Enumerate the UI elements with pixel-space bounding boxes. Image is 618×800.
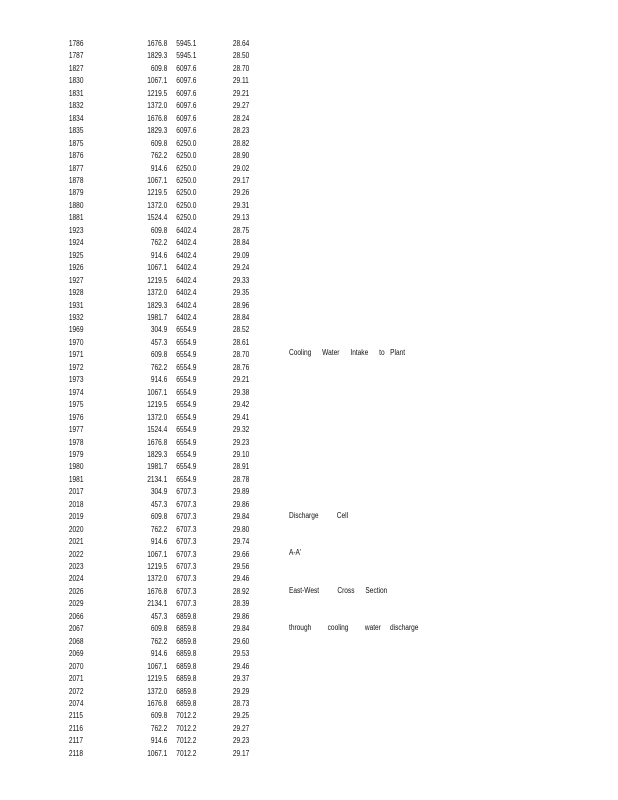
- value-cell: 29.09: [232, 250, 250, 260]
- station-cell: 7012.2: [176, 736, 197, 746]
- value-cell: 29.29: [232, 686, 250, 696]
- distance-cell: 914.6: [150, 163, 168, 173]
- station-cell: 6554.9: [176, 400, 197, 410]
- station-cell: 6859.8: [176, 624, 197, 634]
- value-cell: 29.86: [232, 499, 250, 509]
- distance-cell: 1219.5: [147, 674, 168, 684]
- table-row: [0, 387, 507, 399]
- station-cell: 5945.1: [176, 39, 197, 48]
- station-cell: 7012.2: [176, 723, 197, 733]
- distance-cell: 1676.8: [147, 586, 168, 596]
- table-row: [0, 524, 507, 536]
- station-cell: 6859.8: [176, 686, 197, 696]
- value-cell: 29.84: [232, 512, 250, 522]
- station-cell: 6554.9: [176, 474, 197, 484]
- table-row: [0, 200, 507, 212]
- distance-cell: 1829.3: [147, 126, 168, 136]
- table-row: [0, 511, 507, 523]
- distance-cell: 609.8: [150, 350, 168, 360]
- id-cell: 2074: [68, 699, 84, 709]
- table-row: [0, 723, 507, 735]
- value-cell: 28.84: [232, 238, 250, 248]
- value-cell: 29.24: [232, 263, 250, 273]
- distance-cell: 1067.1: [147, 549, 168, 559]
- value-cell: 29.25: [232, 711, 250, 721]
- distance-cell: 609.8: [150, 63, 168, 73]
- station-cell: 6554.9: [176, 412, 197, 422]
- table-row: [0, 735, 507, 747]
- station-cell: 6707.3: [176, 499, 197, 509]
- distance-cell: 1372.0: [147, 412, 168, 422]
- table-row: [0, 113, 507, 125]
- id-cell: 2021: [68, 537, 84, 547]
- value-cell: 28.91: [232, 462, 250, 472]
- table-row: [0, 100, 507, 112]
- id-cell: 2066: [68, 611, 84, 621]
- station-cell: 6250.0: [176, 213, 197, 223]
- station-cell: 6097.6: [176, 88, 197, 98]
- value-cell: 29.02: [232, 163, 250, 173]
- table-row: [0, 449, 507, 461]
- table-row: [0, 138, 507, 150]
- id-cell: 2023: [68, 562, 84, 572]
- value-cell: 29.37: [232, 674, 250, 684]
- id-cell: 1876: [68, 151, 84, 161]
- table-row: [0, 88, 507, 100]
- id-cell: 1981: [68, 474, 84, 484]
- id-cell: 1834: [68, 113, 84, 123]
- distance-cell: 762.2: [150, 524, 168, 534]
- value-cell: 29.84: [232, 624, 250, 634]
- distance-cell: 1372.0: [147, 200, 168, 210]
- value-cell: 29.38: [232, 387, 250, 397]
- id-cell: 2115: [68, 711, 83, 721]
- station-cell: 6097.6: [176, 113, 197, 123]
- table-row: [0, 686, 507, 698]
- station-cell: 6402.4: [176, 250, 197, 260]
- table-row: [0, 698, 507, 710]
- value-cell: 28.76: [232, 362, 250, 372]
- value-cell: 28.70: [232, 63, 250, 73]
- station-cell: 6707.3: [176, 537, 197, 547]
- id-cell: 1831: [68, 88, 84, 98]
- id-cell: 1832: [68, 101, 84, 111]
- id-cell: 1924: [68, 238, 84, 248]
- value-cell: 29.13: [232, 213, 250, 223]
- table-row: [0, 324, 507, 336]
- value-cell: 29.66: [232, 549, 250, 559]
- table-row: [0, 673, 507, 685]
- table-row: [0, 175, 507, 187]
- discharge-note-line: A-A': [289, 548, 302, 558]
- id-cell: 1980: [68, 462, 84, 472]
- value-cell: 28.84: [232, 312, 250, 322]
- table-row: [0, 710, 507, 722]
- table-row: [0, 623, 507, 635]
- value-cell: 29.86: [232, 611, 250, 621]
- id-cell: 1927: [68, 275, 84, 285]
- id-cell: 2022: [68, 549, 84, 559]
- station-cell: 6554.9: [176, 375, 197, 385]
- id-cell: 1877: [68, 163, 84, 173]
- station-cell: 7012.2: [176, 711, 197, 721]
- station-cell: 6859.8: [176, 611, 197, 621]
- value-cell: 28.73: [232, 699, 250, 709]
- value-cell: 29.53: [232, 649, 250, 659]
- value-cell: 29.27: [232, 101, 250, 111]
- table-row: [0, 225, 507, 237]
- distance-cell: 1829.3: [147, 300, 168, 310]
- station-cell: 6554.9: [176, 387, 197, 397]
- distance-cell: 457.3: [150, 499, 168, 509]
- table-row: [0, 636, 507, 648]
- distance-cell: 609.8: [150, 624, 168, 634]
- id-cell: 2019: [68, 512, 84, 522]
- value-cell: 29.26: [232, 188, 250, 198]
- value-cell: 29.17: [232, 748, 250, 758]
- id-cell: 1979: [68, 449, 84, 459]
- value-cell: 29.23: [232, 736, 250, 746]
- distance-cell: 609.8: [150, 225, 168, 235]
- station-cell: 6097.6: [176, 76, 197, 86]
- station-cell: 6859.8: [176, 674, 197, 684]
- station-cell: 6250.0: [176, 138, 197, 148]
- table-row: [0, 262, 507, 274]
- value-cell: 29.46: [232, 661, 250, 671]
- id-cell: 1923: [68, 225, 84, 235]
- table-row: [0, 661, 507, 673]
- table-row: [0, 549, 507, 561]
- id-cell: 2017: [68, 487, 84, 497]
- distance-cell: 762.2: [150, 723, 168, 733]
- id-cell: 1879: [68, 188, 84, 198]
- table-row: [0, 573, 507, 585]
- station-cell: 6250.0: [176, 188, 197, 198]
- station-cell: 6859.8: [176, 636, 197, 646]
- table-row: [0, 212, 507, 224]
- distance-cell: 1067.1: [147, 263, 168, 273]
- value-cell: 29.10: [232, 449, 250, 459]
- id-cell: 1827: [68, 63, 84, 73]
- value-cell: 29.17: [232, 175, 250, 185]
- distance-cell: 304.9: [150, 325, 168, 335]
- distance-cell: 762.2: [150, 636, 168, 646]
- station-cell: 6554.9: [176, 362, 197, 372]
- distance-cell: 2134.1: [147, 599, 168, 609]
- value-cell: 29.21: [232, 375, 250, 385]
- id-cell: 2070: [68, 661, 84, 671]
- discharge-note-line: Discharge Cell: [289, 510, 349, 520]
- value-cell: 29.35: [232, 288, 250, 298]
- table-row: [0, 412, 507, 424]
- distance-cell: 1219.5: [147, 188, 168, 198]
- distance-cell: 1524.4: [147, 425, 168, 435]
- station-cell: 6250.0: [176, 163, 197, 173]
- id-cell: 2029: [68, 599, 84, 609]
- id-cell: 1875: [68, 138, 84, 148]
- station-cell: 6402.4: [176, 275, 197, 285]
- station-cell: 6250.0: [176, 175, 197, 185]
- value-cell: 29.42: [232, 400, 250, 410]
- table-row: [0, 63, 507, 75]
- table-row: [0, 748, 507, 760]
- distance-cell: 914.6: [150, 250, 168, 260]
- intake-note-text: Cooling Water Intake to Plant: [289, 347, 406, 357]
- station-cell: 6859.8: [176, 699, 197, 709]
- value-cell: 29.89: [232, 487, 250, 497]
- table-row: [0, 499, 507, 511]
- value-cell: 29.46: [232, 574, 250, 584]
- value-cell: 28.39: [232, 599, 250, 609]
- table-row: [0, 50, 507, 62]
- table-row: [0, 312, 507, 324]
- id-cell: 1976: [68, 412, 84, 422]
- distance-cell: 1067.1: [147, 748, 168, 758]
- distance-cell: 1676.8: [147, 699, 168, 709]
- distance-cell: 762.2: [150, 238, 168, 248]
- distance-cell: 1829.3: [147, 51, 168, 61]
- distance-cell: 1981.7: [147, 312, 168, 322]
- distance-cell: 1219.5: [147, 88, 168, 98]
- value-cell: 28.64: [232, 39, 250, 48]
- table-row: [0, 275, 507, 287]
- station-cell: 6402.4: [176, 238, 197, 248]
- station-cell: 6554.9: [176, 437, 197, 447]
- id-cell: 2018: [68, 499, 84, 509]
- distance-cell: 609.8: [150, 512, 168, 522]
- value-cell: 29.80: [232, 524, 250, 534]
- value-cell: 29.11: [232, 76, 249, 86]
- distance-cell: 1676.8: [147, 437, 168, 447]
- value-cell: 28.75: [232, 225, 250, 235]
- table-row: [0, 561, 507, 573]
- id-cell: 1830: [68, 76, 84, 86]
- table-row: [0, 474, 507, 486]
- distance-cell: 762.2: [150, 362, 168, 372]
- value-cell: 28.96: [232, 300, 250, 310]
- id-cell: 1978: [68, 437, 84, 447]
- distance-cell: 457.3: [150, 337, 168, 347]
- station-cell: 6554.9: [176, 425, 197, 435]
- station-cell: 6554.9: [176, 462, 197, 472]
- table-row: [0, 362, 507, 374]
- distance-cell: 304.9: [150, 487, 168, 497]
- value-cell: 28.52: [232, 325, 250, 335]
- id-cell: 1972: [68, 362, 84, 372]
- table-row: [0, 150, 507, 162]
- value-cell: 28.24: [232, 113, 250, 123]
- station-cell: 6859.8: [176, 661, 197, 671]
- distance-cell: 1219.5: [147, 562, 168, 572]
- value-cell: 29.41: [232, 412, 250, 422]
- table-row: [0, 399, 507, 411]
- discharge-note: [289, 485, 418, 647]
- distance-cell: 1676.8: [147, 113, 168, 123]
- distance-cell: 762.2: [150, 151, 168, 161]
- station-cell: 6402.4: [176, 263, 197, 273]
- station-cell: 6554.9: [176, 337, 197, 347]
- table-row: [0, 486, 507, 498]
- distance-cell: 457.3: [150, 611, 168, 621]
- distance-cell: 1067.1: [147, 661, 168, 671]
- distance-cell: 914.6: [150, 375, 168, 385]
- distance-cell: 1676.8: [147, 39, 168, 48]
- station-cell: 6859.8: [176, 649, 197, 659]
- value-cell: 29.74: [232, 537, 250, 547]
- value-cell: 28.70: [232, 350, 250, 360]
- station-cell: 6707.3: [176, 599, 197, 609]
- distance-cell: 1372.0: [147, 101, 168, 111]
- station-cell: 6707.3: [176, 574, 197, 584]
- id-cell: 1969: [68, 325, 84, 335]
- distance-cell: 1829.3: [147, 449, 168, 459]
- id-cell: 1977: [68, 425, 84, 435]
- id-cell: 1926: [68, 263, 84, 273]
- id-cell: 2026: [68, 586, 84, 596]
- table-row: [0, 424, 507, 436]
- distance-cell: 1372.0: [147, 686, 168, 696]
- data-table: [0, 38, 618, 760]
- distance-cell: 1372.0: [147, 288, 168, 298]
- value-cell: 28.50: [232, 51, 250, 61]
- station-cell: 6402.4: [176, 288, 197, 298]
- value-cell: 29.56: [232, 562, 250, 572]
- station-cell: 6097.6: [176, 101, 197, 111]
- station-cell: 6707.3: [176, 586, 197, 596]
- id-cell: 2072: [68, 686, 84, 696]
- id-cell: 1932: [68, 312, 84, 322]
- id-cell: 1973: [68, 375, 84, 385]
- value-cell: 28.92: [232, 586, 250, 596]
- distance-cell: 1219.5: [147, 275, 168, 285]
- id-cell: 2071: [68, 674, 84, 684]
- id-cell: 1881: [68, 213, 84, 223]
- id-cell: 2069: [68, 649, 84, 659]
- station-cell: 6402.4: [176, 300, 197, 310]
- table-row: [0, 75, 507, 87]
- distance-cell: 914.6: [150, 537, 168, 547]
- station-cell: 6554.9: [176, 325, 197, 335]
- station-cell: 6707.3: [176, 512, 197, 522]
- table-row: [0, 374, 507, 386]
- id-cell: 1835: [68, 126, 84, 136]
- distance-cell: 2134.1: [147, 474, 168, 484]
- station-cell: 6402.4: [176, 225, 197, 235]
- value-cell: 28.23: [232, 126, 250, 136]
- table-row: [0, 237, 507, 249]
- distance-cell: 1981.7: [147, 462, 168, 472]
- station-cell: 7012.2: [176, 748, 197, 758]
- distance-cell: 914.6: [150, 649, 168, 659]
- id-cell: 2116: [68, 723, 83, 733]
- id-cell: 1974: [68, 387, 84, 397]
- id-cell: 2067: [68, 624, 84, 634]
- table-row: [0, 163, 507, 175]
- id-cell: 1878: [68, 175, 84, 185]
- distance-cell: 1524.4: [147, 213, 168, 223]
- id-cell: 1786: [68, 39, 84, 48]
- discharge-note-line: through cooling water discharge: [289, 622, 419, 632]
- table-row: [0, 287, 507, 299]
- value-cell: 29.32: [232, 425, 250, 435]
- distance-cell: 609.8: [150, 138, 168, 148]
- station-cell: 6250.0: [176, 200, 197, 210]
- table-row: [0, 598, 507, 610]
- id-cell: 2024: [68, 574, 84, 584]
- station-cell: 6707.3: [176, 562, 197, 572]
- distance-cell: 914.6: [150, 736, 168, 746]
- id-cell: 1975: [68, 400, 84, 410]
- id-cell: 1787: [68, 51, 84, 61]
- station-cell: 6097.6: [176, 63, 197, 73]
- station-cell: 6707.3: [176, 549, 197, 559]
- table-row: [0, 611, 507, 623]
- station-cell: 6554.9: [176, 449, 197, 459]
- station-cell: 6707.3: [176, 487, 197, 497]
- id-cell: 1970: [68, 337, 84, 347]
- id-cell: 2118: [68, 748, 83, 758]
- table-row: [0, 536, 507, 548]
- distance-cell: 609.8: [150, 711, 168, 721]
- id-cell: 1880: [68, 200, 84, 210]
- station-cell: 6707.3: [176, 524, 197, 534]
- value-cell: 28.78: [232, 474, 250, 484]
- id-cell: 2020: [68, 524, 84, 534]
- table-row: [0, 586, 507, 598]
- value-cell: 29.60: [232, 636, 250, 646]
- id-cell: 1971: [68, 350, 84, 360]
- table-row: [0, 187, 507, 199]
- value-cell: 28.61: [232, 337, 250, 347]
- distance-cell: 1219.5: [147, 400, 168, 410]
- value-cell: 29.33: [232, 275, 250, 285]
- value-cell: 29.31: [232, 200, 250, 210]
- table-row: [0, 250, 507, 262]
- value-cell: 28.90: [232, 151, 250, 161]
- table-row: [0, 437, 507, 449]
- station-cell: 6250.0: [176, 151, 197, 161]
- table-row: [0, 648, 507, 660]
- table-row: [0, 125, 507, 137]
- table-row: [0, 349, 507, 361]
- intake-note: [289, 322, 405, 372]
- discharge-note-line: East-West Cross Section: [289, 585, 388, 595]
- value-cell: 29.21: [232, 88, 250, 98]
- distance-cell: 1067.1: [147, 387, 168, 397]
- table-row: [0, 461, 507, 473]
- id-cell: 1925: [68, 250, 84, 260]
- table-row: [0, 300, 507, 312]
- station-cell: 6097.6: [176, 126, 197, 136]
- station-cell: 5945.1: [176, 51, 197, 61]
- table-row: [0, 38, 507, 50]
- value-cell: 28.82: [232, 138, 250, 148]
- distance-cell: 1372.0: [147, 574, 168, 584]
- id-cell: 1928: [68, 288, 84, 298]
- table-row: [0, 337, 507, 349]
- station-cell: 6402.4: [176, 312, 197, 322]
- value-cell: 29.23: [232, 437, 250, 447]
- id-cell: 1931: [68, 300, 84, 310]
- value-cell: 29.27: [232, 723, 250, 733]
- distance-cell: 1067.1: [147, 76, 168, 86]
- id-cell: 2068: [68, 636, 84, 646]
- id-cell: 2117: [68, 736, 83, 746]
- station-cell: 6554.9: [176, 350, 197, 360]
- distance-cell: 1067.1: [147, 175, 168, 185]
